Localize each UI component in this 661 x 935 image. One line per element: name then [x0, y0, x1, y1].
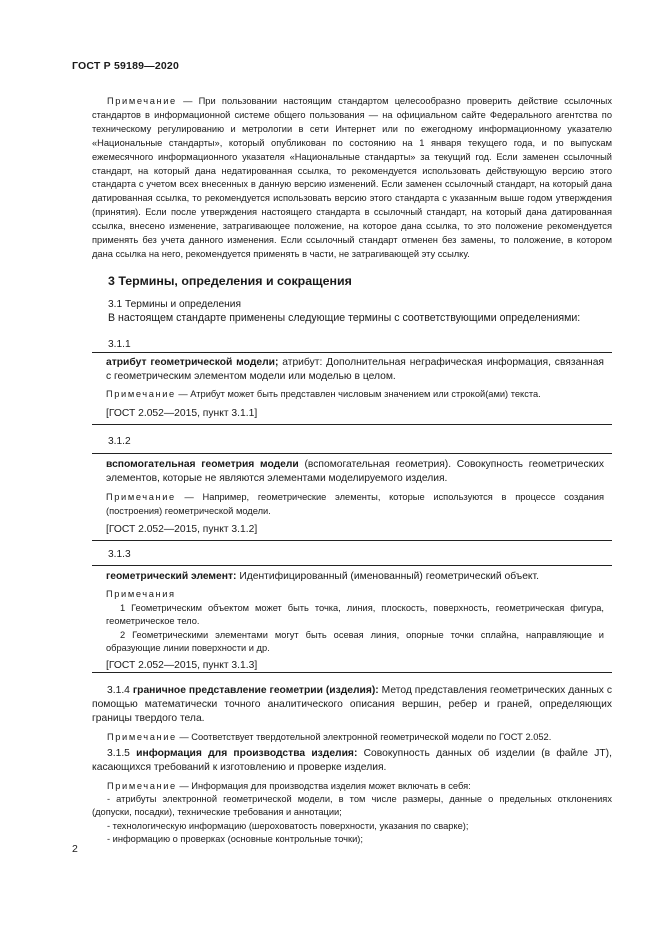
term-definition: 3.1.4 граничное представление геометрии (изделия): Метод представления геометрических данных с помощью математически точного аналитического описания вершин, ребер и граней, определяющих границы твердого тела.: [92, 685, 612, 724]
term-name: вспомогательная геометрия модели: [106, 459, 299, 470]
term-source: [ГОСТ 2.052—2015, пункт 3.1.1]: [106, 407, 258, 419]
term-note: Примечание — Атрибут может быть представлен числовым значением или строкой(ами) текста.: [106, 389, 541, 399]
term-note: Примечание — Например, геометрические элементы, которые используются в процессе создания (построения) геометрической модели.: [106, 492, 604, 516]
note-label: Примечание: [107, 96, 177, 106]
page-number: 2: [72, 843, 78, 855]
term-definition: 3.1.5 информация для производства изделия: Совокупность данных об изделии (в файле JT), касающихся требований к изготовлению и проверке изделия.: [92, 748, 612, 773]
term-number: 3.1.1: [108, 339, 131, 350]
term-name: геометрический элемент:: [106, 571, 237, 582]
intro-note: [92, 95, 612, 262]
subsection-intro: В настоящем стандарте применены следующие термины с соответствующими определениями:: [108, 312, 581, 324]
term-number: 3.1.3: [108, 549, 131, 560]
term-definition: вспомогательная геометрия модели (вспомогательная геометрия). Совокупность геометрических элементов, которые не являются элементами моделируемого изделия.: [106, 459, 604, 484]
term-note: Примечание — Информация для производства изделия может включать в себя:: [107, 781, 471, 791]
list-item: - информацию о проверках (основные контрольные точки);: [107, 833, 363, 844]
subsection-heading: 3.1 Термины и определения: [108, 299, 241, 310]
term-definition: геометрический элемент: Идентифицированный (именованный) геометрический объект.: [106, 571, 539, 582]
term-314: [92, 684, 612, 744]
document-header: ГОСТ Р 59189—2020: [72, 60, 180, 72]
term-number: 3.1.2: [108, 436, 131, 447]
term-source: [ГОСТ 2.052—2015, пункт 3.1.3]: [106, 659, 258, 671]
term-note: 1 Геометрическим объектом может быть точка, линия, плоскость, поверхность, геометрическая фигура, геометрическое тело.: [106, 602, 604, 626]
section-heading: 3 Термины, определения и сокращения: [108, 274, 352, 288]
term-note: Примечание — Соответствует твердотельной электронной геометрической модели по ГОСТ 2.052.: [107, 732, 552, 742]
list-item: - технологическую информацию (шероховатость поверхности, указания по сварке);: [107, 820, 469, 831]
term-box: [92, 352, 612, 425]
list-item: - атрибуты электронной геометрической модели, в том числе размеры, данные о предельных отклонениях (допуски, посадки), технические требования и аннотации;: [92, 794, 612, 818]
term-315: [92, 747, 612, 846]
term-box: [92, 453, 612, 541]
term-name: атрибут геометрической модели;: [106, 357, 279, 368]
term-notes-label: Примечания: [106, 589, 176, 599]
term-source: [ГОСТ 2.052—2015, пункт 3.1.2]: [106, 524, 258, 535]
term-box: [92, 565, 612, 673]
term-name: информация для производства изделия:: [136, 748, 358, 759]
term-name: граничное представление геометрии (изделия):: [132, 685, 379, 696]
note-text: — При пользовании настоящим стандартом целесообразно проверить действие ссылочных стандартов в информационной системе общего пользования — на официальном сайте Федерального агентства по техническому регулированию и метрологии в сети Интернет или по ежегодному информационному указателю «Национальные стандарты», который опубликован по состоянию на 1 января текущего года, и по выпускам ежемесячного информационного указателя «Национальные стандарты» за текущий год. Если заменен ссылочный стандарт, на который дана недатированная ссылка, то рекомендуется использовать действующую версию этого стандарта с учетом всех внесенных в данную версию изменений. Если заменен ссылочный стандарт, на который дана датированная ссылка, то рекомендуется использовать версию этого стандарта с указанным выше годом утверждения (принятия). Если после утверждения настоящего стандарта в ссылочный стандарт, на который дана датированная ссылка, внесено изменение, затрагивающее положение, на которое дана ссылка, то это положение рекомендуется применять без учета данного изменения. Если ссылочный стандарт отменен без замены, то положение, в котором дана ссылка на него, рекомендуется применять в части, не затрагивающей эту ссылку.: [92, 96, 612, 259]
term-note: 2 Геометрическими элементами могут быть осевая линия, опорные точки сплайна, направляющие и образующие линии поверхности и др.: [106, 629, 604, 653]
term-definition: атрибут геометрической модели; атрибут: Дополнительная неграфическая информация, связанная с геометрическим элементом модели или моделью в целом.: [106, 357, 605, 382]
